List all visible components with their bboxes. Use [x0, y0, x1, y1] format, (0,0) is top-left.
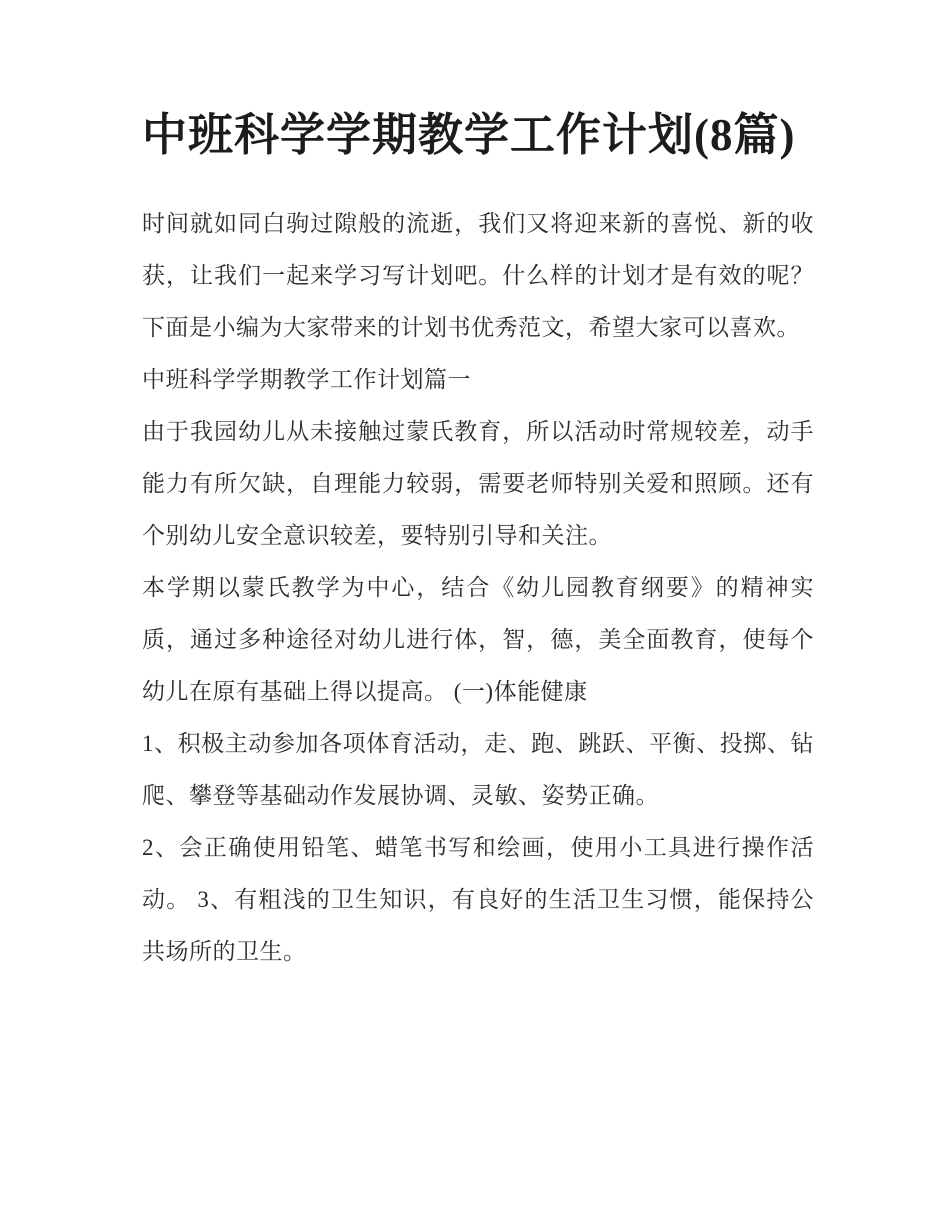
paragraph-overview: 由于我园幼儿从未接触过蒙氏教育，所以活动时常规较差，动手能力有所欠缺，自理能力较弱，需要老师特别关爱和照顾。还有个别幼儿安全意识较差，要特别引导和关注。	[142, 419, 814, 548]
document-body	[142, 198, 814, 978]
paragraph-section-heading: 中班科学学期教学工作计划篇一	[142, 367, 471, 392]
paragraph-item-1: 1、积极主动参加各项体育活动，走、跑、跳跃、平衡、投掷、钻爬、攀登等基础动作发展协调、灵敏、姿势正确。	[142, 731, 814, 808]
document-title: 中班科学学期教学工作计划(8篇)	[142, 110, 796, 160]
paragraph-intro: 时间就如同白驹过隙般的流逝，我们又将迎来新的喜悦、新的收获，让我们一起来学习写计划吧。什么样的计划才是有效的呢？下面是小编为大家带来的计划书优秀范文，希望大家可以喜欢。	[142, 211, 814, 340]
paragraph-goals: 本学期以蒙氏教学为中心，结合《幼儿园教育纲要》的精神实质，通过多种途径对幼儿进行体，智，德，美全面教育，使每个幼儿在原有基础上得以提高。 (一)体能健康	[142, 575, 814, 704]
paragraph-item-2-3: 2、会正确使用铅笔、蜡笔书写和绘画，使用小工具进行操作活动。 3、有粗浅的卫生知识，有良好的生活卫生习惯，能保持公共场所的卫生。	[142, 835, 814, 964]
